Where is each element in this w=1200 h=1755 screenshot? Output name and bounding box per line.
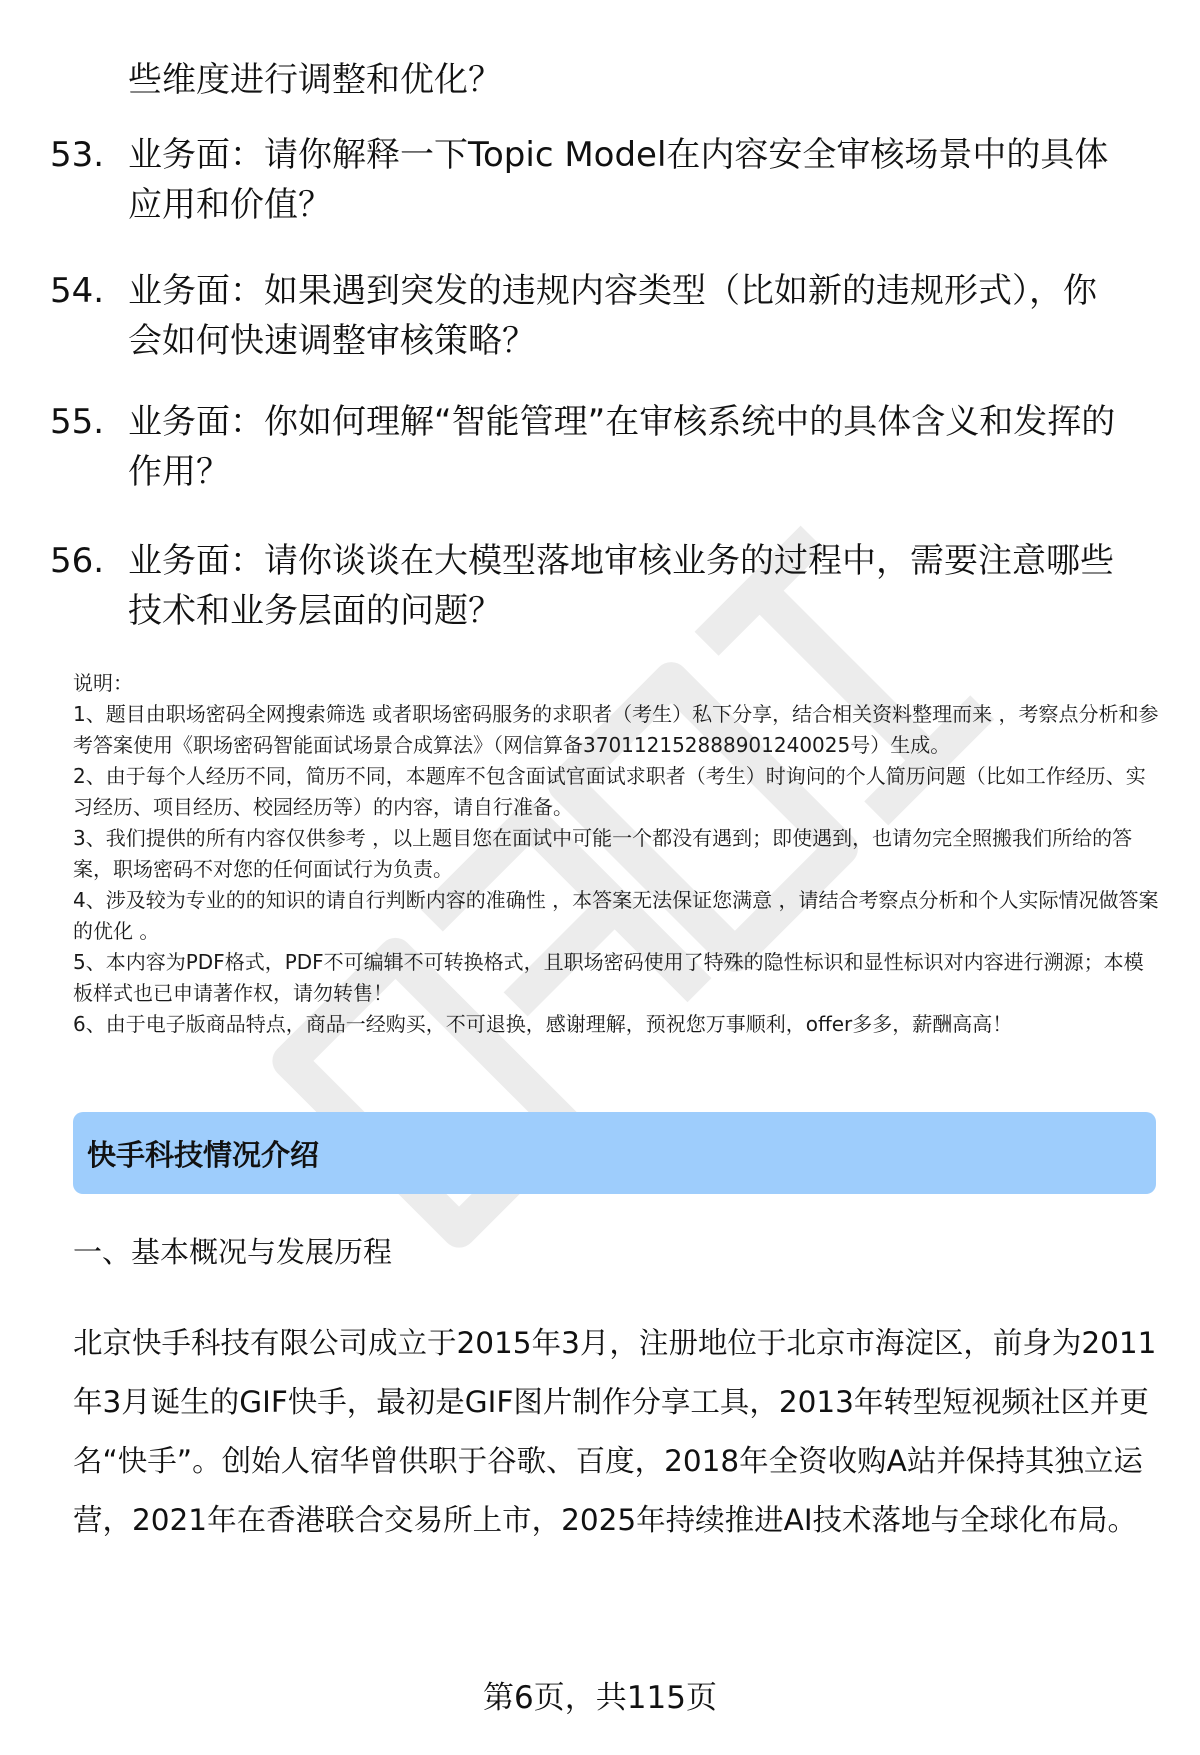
section-paragraph: 北京快手科技有限公司成立于2015年3月，注册地位于北京市海淀区，前身为2011年3月诞生的GIF快手，最初是GIF图片制作分享工具，2013年转型短视频社区并更名“快手”。创始人宿华曾供职于谷歌、百度，2018年全资收购A站并保持其独立运营，2021年在香港联合交易所上市，2025年持续推进AI技术落地与全球化布局。 — [73, 1326, 1157, 1537]
question-item — [50, 536, 1150, 636]
note-item: 2、由于每个人经历不同，简历不同，本题库不包含面试官面试求职者（考生）时询问的个人简历问题（比如工作经历、实习经历、项目经历、校园经历等）的内容，请自行准备。 — [73, 764, 1146, 819]
note-item: 4、涉及较为专业的的知识的请自行判断内容的准确性 ，本答案无法保证您满意 ，请结合考察点分析和个人实际情况做答案的优化 。 — [73, 888, 1159, 943]
note-item: 1、题目由职场密码全网搜索筛选 或者职场密码服务的求职者（考生）私下分享，结合相关资料整理而来 ，考察点分析和参考答案使用《职场密码智能面试场景合成算法》（网信算备370112152888901240025号）生成。 — [73, 702, 1159, 757]
question-item — [50, 397, 1150, 497]
question-text: 业务面：请你解释一下Topic Model在内容安全审核场景中的具体应用和价值？ — [128, 135, 1109, 225]
question-text: 业务面：如果遇到突发的违规内容类型（比如新的违规形式），你会如何快速调整审核策略？ — [128, 271, 1097, 361]
question-continuation: 些维度进行调整和优化？ — [128, 60, 502, 100]
section-subheading: 一、基本概况与发展历程 — [73, 1235, 393, 1269]
note-item: 6、由于电子版商品特点，商品一经购买，不可退换，感谢理解，预祝您万事顺利，offer多多，薪酬高高！ — [73, 1012, 1013, 1036]
section-title: 快手科技情况介绍 — [87, 1137, 320, 1172]
question-text: 业务面：你如何理解“智能管理”在审核系统中的具体含义和发挥的作用？ — [128, 402, 1116, 492]
note-item: 3、我们提供的所有内容仅供参考 ，以上题目您在面试中可能一个都没有遇到；即使遇到，也请勿完全照搬我们所给的答案，职场密码不对您的任何面试行为负责。 — [73, 826, 1133, 881]
question-text: 业务面：请你谈谈在大模型落地审核业务的过程中，需要注意哪些技术和业务层面的问题？ — [128, 541, 1114, 631]
page-number: 第6页，共115页 — [483, 1680, 717, 1716]
question-number: 53. — [50, 135, 105, 175]
question-item — [50, 266, 1150, 366]
question-number: 56. — [50, 541, 105, 581]
notes-title: 说明： — [73, 671, 133, 695]
note-item: 5、本内容为PDF格式，PDF不可编辑不可转换格式，且职场密码使用了特殊的隐性标识和显性标识对内容进行溯源；本模板样式也已申请著作权，请勿转售！ — [73, 950, 1144, 1005]
section-header — [73, 1112, 1156, 1194]
question-number: 54. — [50, 271, 105, 311]
notes-block — [73, 668, 1163, 1040]
question-item — [50, 130, 1150, 230]
question-number: 55. — [50, 402, 105, 442]
